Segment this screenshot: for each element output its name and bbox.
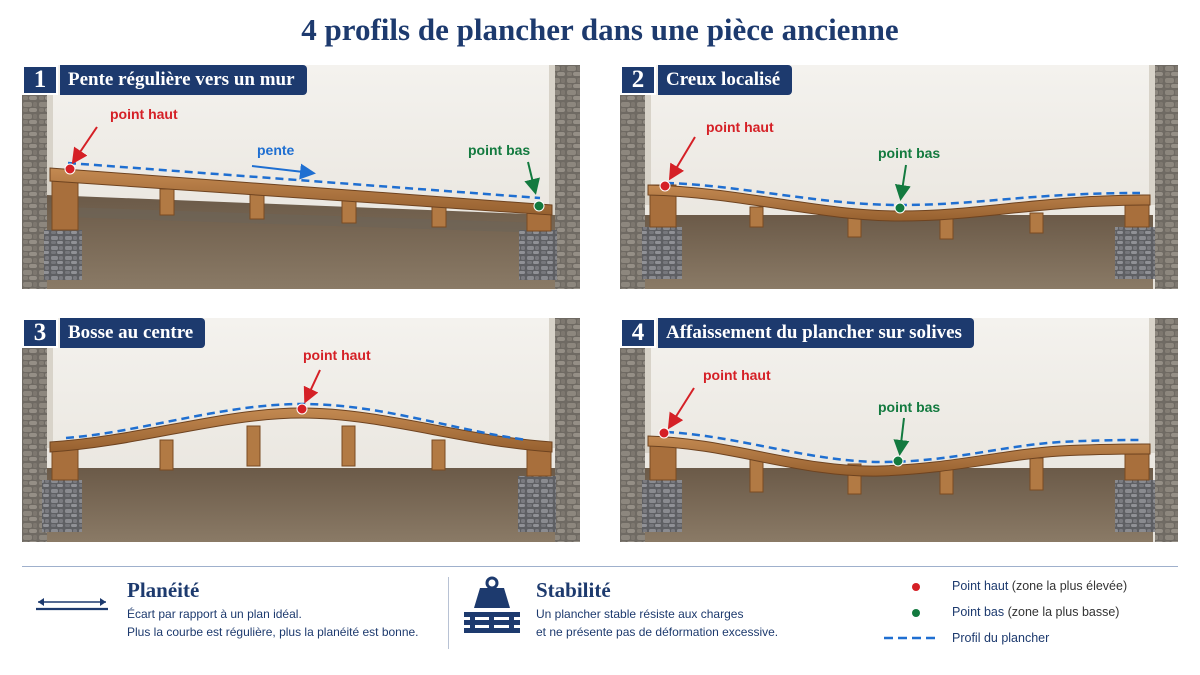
low-point-key-dot	[912, 609, 920, 617]
profile-line-key: Profil du plancher	[952, 631, 1050, 645]
panel-1-low-label: point bas	[468, 142, 531, 158]
stability-line-2: et ne présente pas de déformation excessive.	[536, 625, 779, 639]
panel-2-illustration	[620, 65, 1178, 289]
panel-2-header	[620, 65, 792, 95]
panel-1-high-label: point haut	[110, 106, 178, 122]
page-title: 4 profils de plancher dans une pièce ancienne	[301, 12, 899, 47]
panel-4-number: 4	[620, 318, 656, 348]
flatness-title: Planéité	[127, 578, 200, 602]
flatness-line-1: Écart par rapport à un plan idéal.	[127, 607, 302, 621]
high-point-key	[952, 579, 1127, 593]
panel-1-illustration	[22, 65, 580, 289]
panel-4-title: Affaissement du plancher sur solives	[658, 318, 974, 348]
legend-divider	[22, 566, 1178, 567]
panel-3-title: Bosse au centre	[60, 318, 205, 348]
panel-4-header	[620, 318, 974, 348]
flatness-icon	[34, 594, 110, 614]
low-point-key-note: (zone la plus basse)	[1007, 605, 1120, 619]
profile-line-key-swatch	[884, 633, 940, 643]
panel-1	[22, 65, 580, 289]
panel-3-high-label: point haut	[303, 347, 371, 363]
panel-4-low-label: point bas	[878, 399, 941, 415]
panel-3-illustration	[22, 318, 580, 542]
panel-3	[22, 318, 580, 542]
high-point-key-note: (zone la plus élevée)	[1011, 579, 1128, 593]
flatness-line-2: Plus la courbe est régulière, plus la planéité est bonne.	[127, 625, 419, 639]
panel-2-high-label: point haut	[706, 119, 774, 135]
panel-1-number: 1	[22, 65, 58, 95]
panel-1-slope-label: pente	[257, 142, 295, 158]
panel-2-low-label: point bas	[878, 145, 941, 161]
panel-2	[620, 65, 1178, 289]
stability-title: Stabilité	[536, 578, 611, 602]
panel-3-number: 3	[22, 318, 58, 348]
high-point-key-dot	[912, 583, 920, 591]
panel-2-title: Creux localisé	[658, 65, 792, 95]
low-point-key	[952, 605, 1119, 619]
panel-4-high-label: point haut	[703, 367, 771, 383]
high-point-key-label: Point haut	[952, 579, 1009, 593]
panel-4-illustration	[620, 318, 1178, 542]
panel-2-number: 2	[620, 65, 656, 95]
panel-3-header	[22, 318, 205, 348]
panel-1-title: Pente régulière vers un mur	[60, 65, 307, 95]
panel-1-header	[22, 65, 307, 95]
stability-line-1: Un plancher stable résiste aux charges	[536, 607, 744, 621]
weight-stability-icon	[462, 576, 522, 634]
panel-4	[620, 318, 1178, 542]
legend-separator	[448, 577, 449, 649]
low-point-key-label: Point bas	[952, 605, 1005, 619]
